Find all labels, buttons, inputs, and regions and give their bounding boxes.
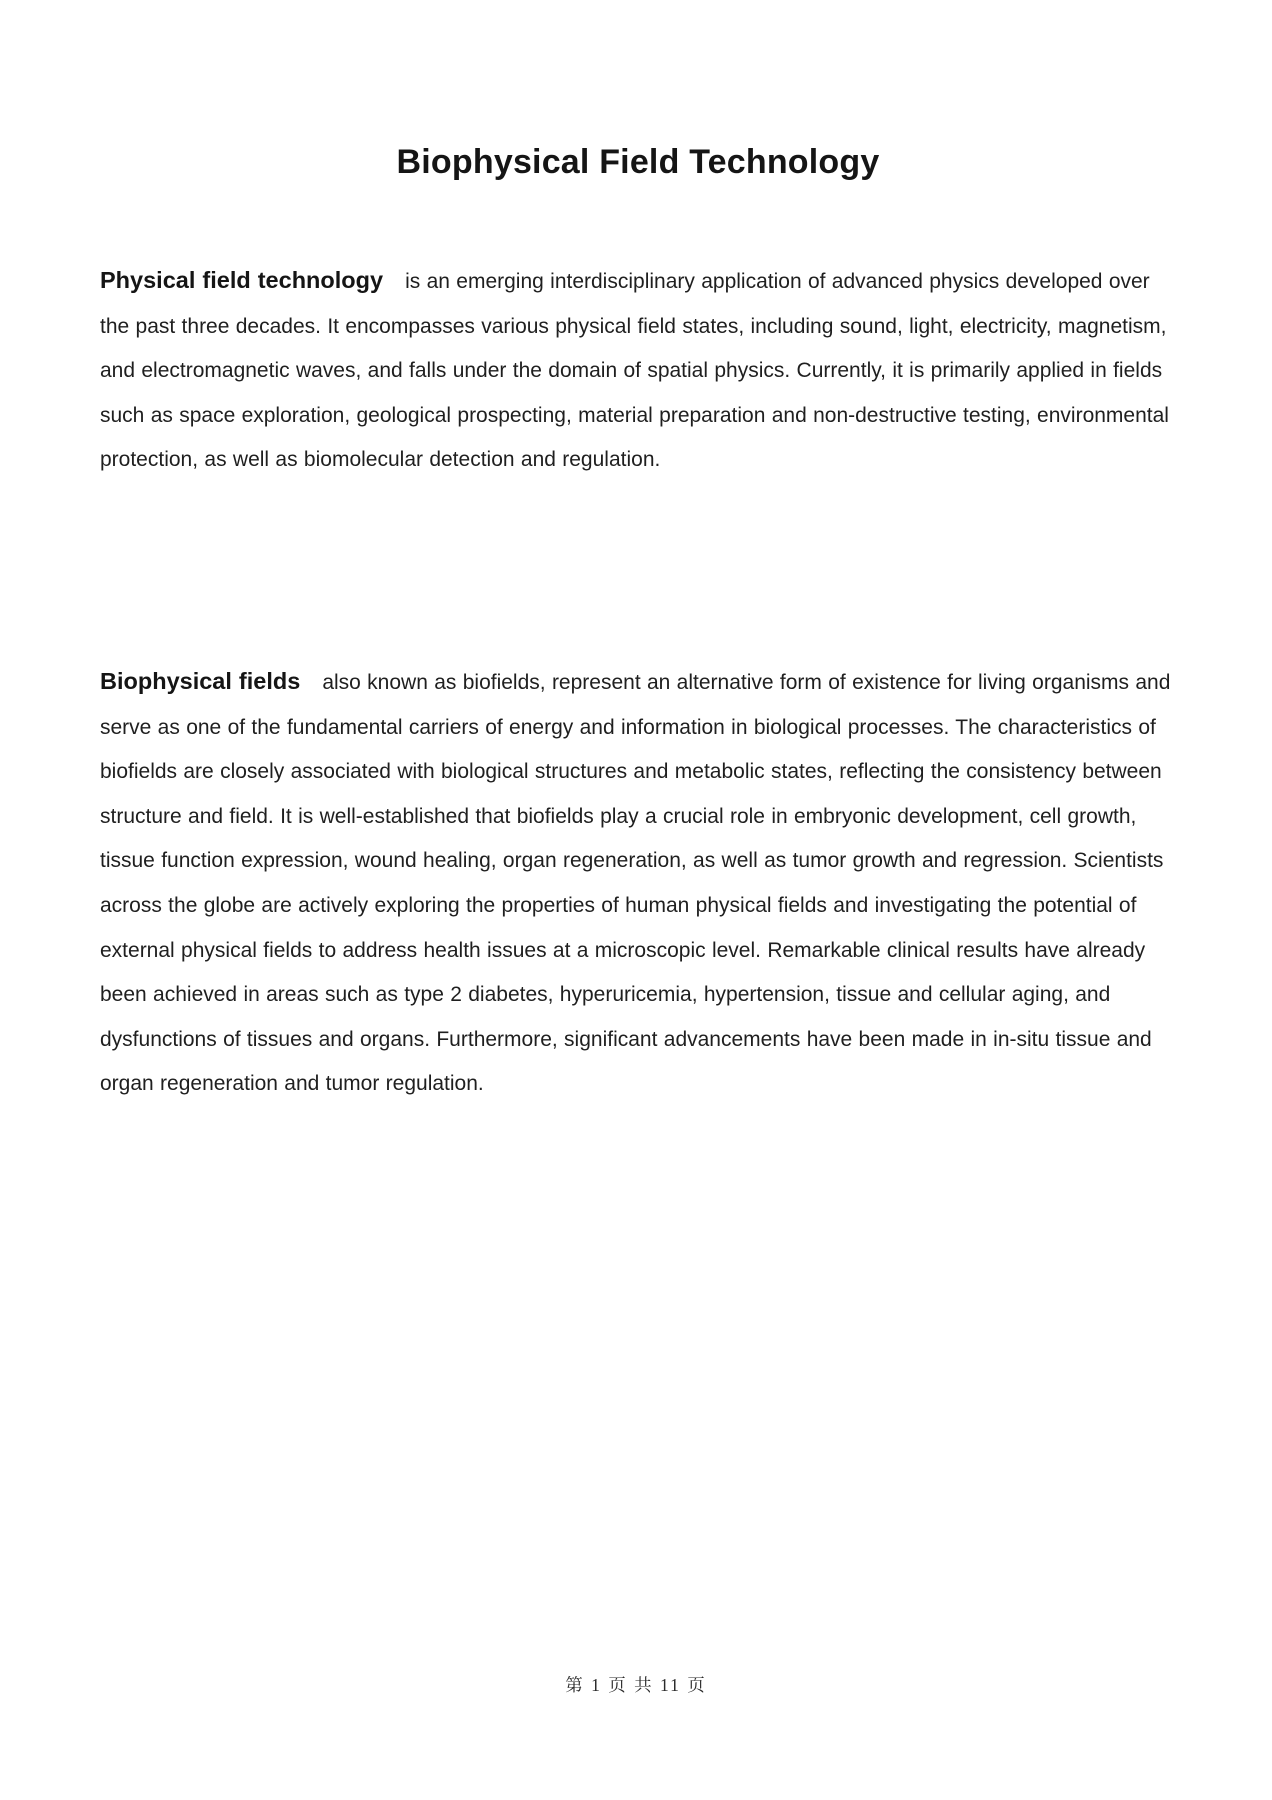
paragraph [100,258,1176,483]
paragraph-lead-biophysical-fields: Biophysical fields [100,667,301,694]
paragraph-body: is an emerging interdisciplinary application of advanced physics developed over the past three decades. It encompasses various physical field states, including sound, light, electricity, magnetism, and electromagnetic waves, and falls under the domain of spatial physics. Currently, it is primarily applied in fields such as space exploration, geological prospecting, material preparation and non-destructive testing, environmental protection, as well as biomolecular detection and regulation. [100,270,1169,472]
paragraph-body: also known as biofields, represent an alternative form of existence for living organisms and serve as one of the fundamental carriers of energy and information in biological processes. The characteristics of biofields are closely associated with biological structures and metabolic states, reflecting the consistency between structure and field. It is well-established that biofields play a crucial role in embryonic development, cell growth, tissue function expression, wound healing, organ regeneration, as well as tumor growth and regression. Scientists across the globe are actively exploring the properties of human physical fields and investigating the potential of external physical fields to address health issues at a microscopic level. Remarkable clinical results have already been achieved in areas such as type 2 diabetes, hyperuricemia, hypertension, tissue and cellular aging, and dysfunctions of tissues and organs. Furthermore, significant advancements have been made in in-situ tissue and organ regeneration and tumor regulation. [100,670,1171,1096]
page-footer: 第 1 页 共 11 页 [565,1675,707,1695]
paragraph [100,659,1176,1107]
document-title: Biophysical Field Technology [396,143,880,181]
paragraph-lead-physical-field-technology: Physical field technology [100,267,384,293]
